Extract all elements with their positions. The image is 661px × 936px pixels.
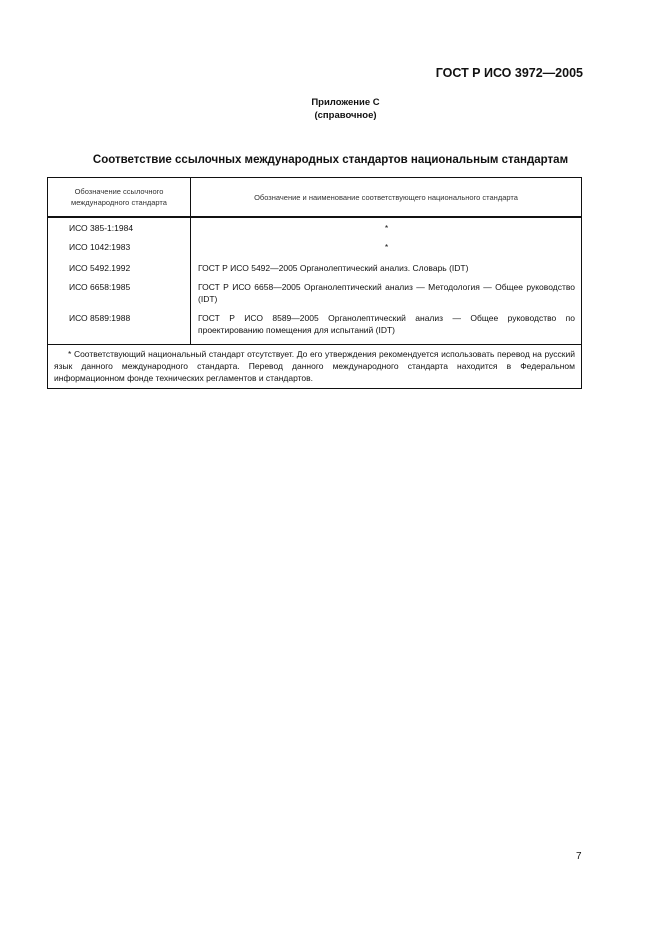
national-standard: ГОСТ Р ИСО 5492—2005 Органолептический анализ. Словарь (IDT) [198,263,469,273]
table-row [48,281,581,312]
table-row [48,241,581,262]
column-header-national: Обозначение и наименование соответствующего национального стандарта [254,192,518,202]
table-body [48,218,581,345]
national-standard: * [384,223,389,233]
appendix-title: Приложение С [311,97,380,108]
table-footnote: * Соответствующий национальный стандарт отсутствует. До его утверждения рекомендуется использовать перевод на русский язык данного международного стандарта. Перевод данного международного стандарта находится в Федеральном информационном фонде технических регламентов и стандартов. [54,349,575,383]
appendix-subtitle: (справочное) [314,110,377,121]
intl-standard: ИСО 8589:1988 [69,313,131,323]
intl-standard: ИСО 6658:1985 [69,282,131,292]
appendix-heading [0,96,661,122]
table-header [48,178,581,218]
table-row [48,222,581,241]
table-title: Соответствие ссылочных международных стандартов национальным стандартам [92,154,569,166]
document-code: ГОСТ Р ИСО 3972—2005 [435,66,583,80]
intl-standard: ИСО 385-1:1984 [69,223,134,233]
intl-standard: ИСО 5492.1992 [69,263,131,273]
table-row [48,312,581,342]
national-standard: ГОСТ Р ИСО 6658—2005 Органолептический анализ — Методология — Общее руководство (IDT) [198,282,575,304]
correspondence-table [47,177,582,389]
intl-standard: ИСО 1042:1983 [69,242,131,252]
national-standard: ГОСТ Р ИСО 8589—2005 Органолептический анализ — Общее руководство по проектированию помещения для испытаний (IDT) [198,313,575,335]
column-header-intl: Обозначение ссылочного международного стандарта [48,178,191,216]
national-standard: * [384,242,389,252]
table-row [48,262,581,281]
page-number: 7 [576,851,582,862]
